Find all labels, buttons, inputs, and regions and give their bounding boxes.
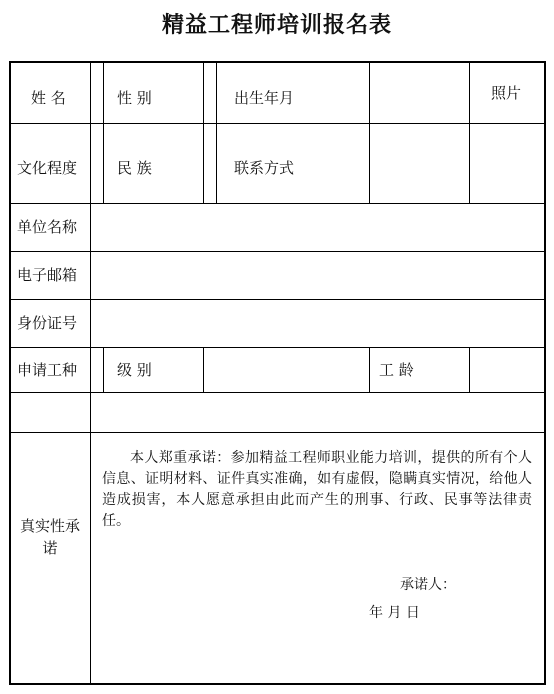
signer-label: 承诺人： <box>400 577 456 593</box>
commitment-text: 本人郑重承诺：参加精益工程师职业能力培训，提供的所有个人信息、证明材料、证件真实准确，如有虚假，隐瞒真实情况，给他人造成损害，本人愿意承担由此而产生的刑事、行政、民事等法律责任。 <box>102 450 532 529</box>
employer-field[interactable] <box>91 204 544 251</box>
employer-label: 单位名称 <box>17 218 78 236</box>
birth-date-label: 出生年月 <box>234 89 295 107</box>
id-number-label: 身份证号 <box>17 314 78 332</box>
ethnicity-label: 民 族 <box>117 159 152 177</box>
ethnicity-field[interactable] <box>204 124 216 203</box>
contact-field[interactable] <box>370 124 469 203</box>
photo-field[interactable] <box>470 124 544 203</box>
column-divider <box>369 347 370 392</box>
email-field[interactable] <box>91 252 544 299</box>
column-divider <box>103 61 104 203</box>
seniority-label: 工 龄 <box>379 361 414 379</box>
commitment-label: 真实性承诺 <box>19 517 80 557</box>
job-type-field[interactable] <box>91 348 103 392</box>
gender-label: 性 别 <box>117 89 152 107</box>
form-title: 精益工程师培训报名表 <box>161 13 392 38</box>
education-label: 文化程度 <box>17 159 78 177</box>
name-field[interactable] <box>91 62 103 123</box>
email-label: 电子邮箱 <box>17 266 78 284</box>
name-label: 姓 名 <box>31 89 66 107</box>
column-divider <box>103 347 104 392</box>
level-label: 级 别 <box>117 361 152 379</box>
id-number-field[interactable] <box>91 300 544 347</box>
signature-field[interactable] <box>461 571 541 593</box>
education-field[interactable] <box>91 124 103 203</box>
contact-label: 联系方式 <box>234 159 295 177</box>
table-border-left <box>9 61 11 685</box>
photo-label: 照片 <box>491 84 522 102</box>
level-field[interactable] <box>204 348 369 392</box>
birth-date-field[interactable] <box>370 62 469 123</box>
registration-form-table <box>9 61 546 685</box>
table-border-right <box>544 61 546 685</box>
seniority-field[interactable] <box>470 348 544 392</box>
column-divider <box>216 61 217 203</box>
job-type-label: 申请工种 <box>17 361 78 379</box>
gender-field[interactable] <box>204 62 216 123</box>
date-label: 年 月 日 <box>369 605 420 621</box>
